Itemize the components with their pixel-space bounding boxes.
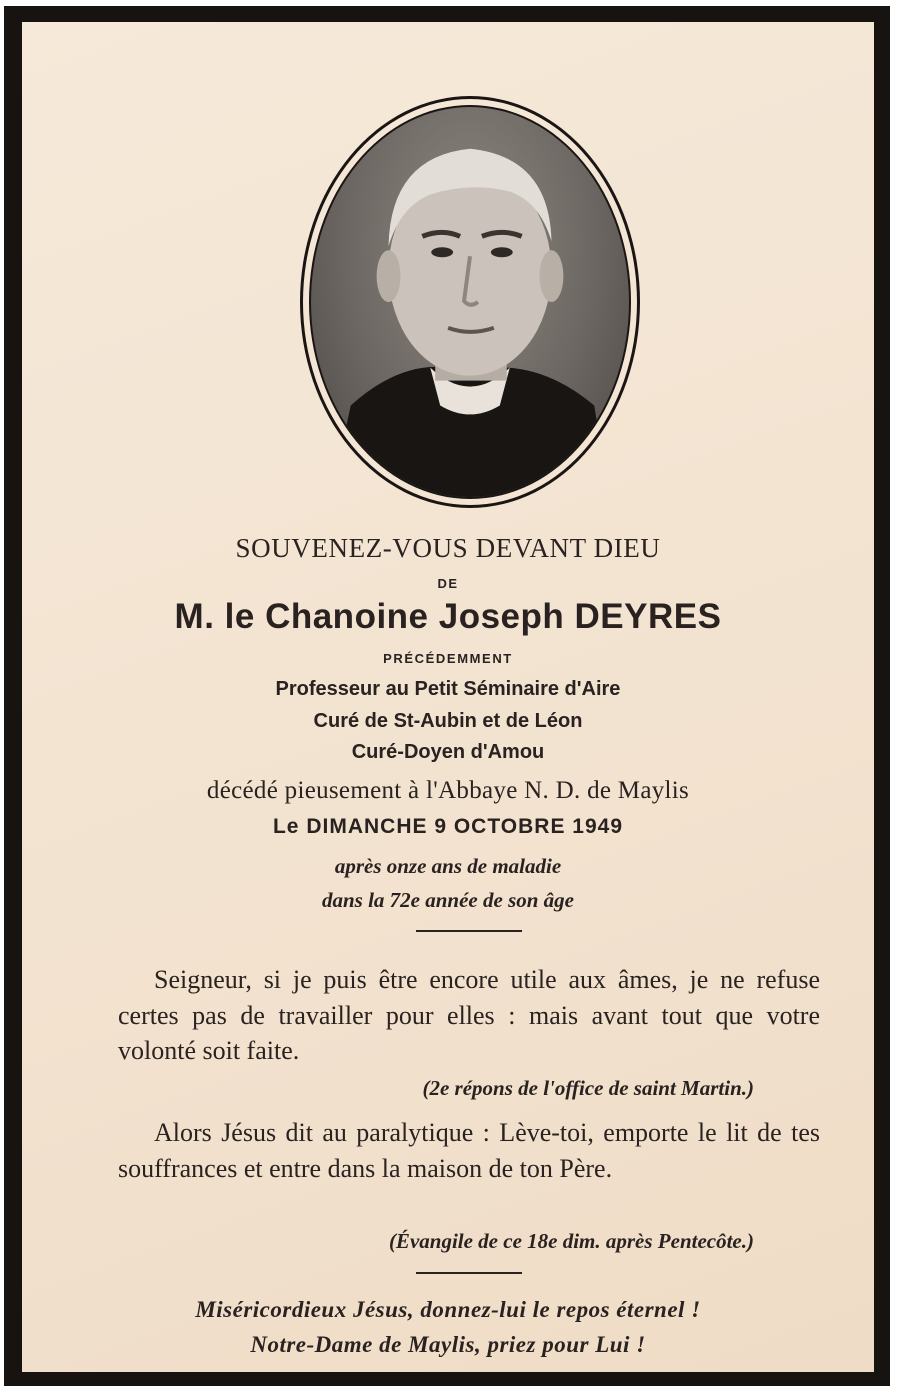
death-place: décédé pieusement à l'Abbaye N. D. de Maylis [206,777,690,804]
prayer-line: Miséricordieux Jésus, donnez-lui le repos éternel ! [195,1297,701,1322]
memorial-card [4,6,890,1386]
divider [416,1272,522,1274]
portrait-illustration [311,107,629,497]
role-line: Curé de St-Aubin et de Léon [313,710,583,732]
card-paper [22,22,874,1372]
precedemment-label: PRÉCÉDEMMENT [383,651,513,666]
citation-saint-martin: (2e répons de l'office de saint Martin.) [422,1076,754,1100]
divider [416,930,522,932]
age-line: dans la 72e année de son âge [322,888,574,912]
prayer-line: Notre-Dame de Maylis, priez pour Lui ! [250,1332,646,1357]
role-line: Curé-Doyen d'Amou [351,741,545,763]
heading-souvenez: SOUVENEZ-VOUS DEVANT DIEU [235,533,661,563]
quote-seigneur: Seigneur, si je puis être encore utile aux âmes, je ne refuse certes pas de travailler pour elles : mais avant tout que votre volonté soit faite. [118,965,820,1065]
heading-de: DE [437,576,459,591]
death-date: Le DIMANCHE 9 OCTOBRE 1949 [272,815,624,838]
deceased-name: M. le Chanoine Joseph DEYRES [174,597,722,636]
role-line: Professeur au Petit Séminaire d'Aire [275,678,621,700]
citation-evangile: (Évangile de ce 18e dim. après Pentecôte.) [388,1229,754,1253]
quote-paralytique: Alors Jésus dit au paralytique : Lève-toi, emporte le lit de tes souffrances et entre dans la maison de ton Père. [118,1118,820,1183]
illness-line: après onze ans de maladie [334,854,562,878]
portrait-photo [309,105,631,499]
portrait-frame [300,96,640,508]
